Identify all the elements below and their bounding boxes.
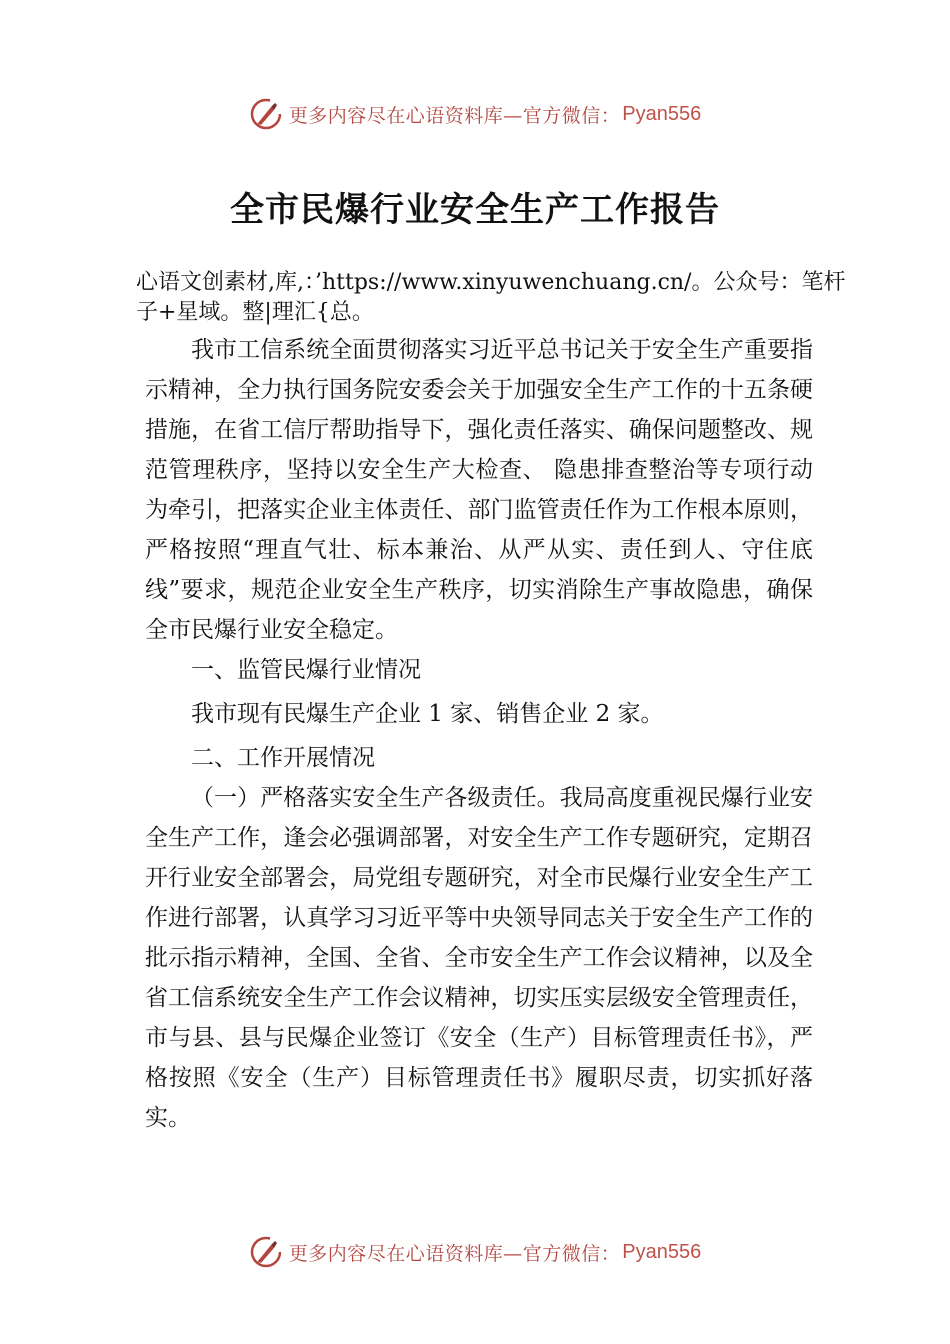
banner-wechat-handle: Pyan556 (622, 102, 702, 125)
brush-pen-logo-icon (249, 1235, 283, 1269)
intro-paragraph: 我市工信系统全面贯彻落实习近平总书记关于安全生产重要指示精神，全力执行国务院安委会关于加强安全生产工作的十五条硬措施，在省工信厅帮助指导下，强化责任落实、确保问题整改、规范管理秩序，坚持以安全生产大检查、 隐患排查整治等专项行动为牵引，把落实企业主体责任、部门监管责任作为工作根本原则，严格按照“理直气壮、标本兼治、从严从实、责任到人、守住底线”要求，规范企业安全生产秩序，切实消除生产事故隐患，确保全市民爆行业安全稳定。 (145, 337, 813, 643)
section-heading-2: 二、工作开展情况 (191, 745, 375, 771)
footer-banner (0, 1230, 950, 1274)
brush-pen-logo-icon (249, 97, 283, 131)
source-line: 心语文创素材,库,：’https://www.xinyuwenchuang.cn/。公众号：笔杆子+星域。整|理汇{总。 (136, 270, 846, 325)
section-1-paragraph: 我市现有民爆生产企业 1 家、销售企业 2 家。 (191, 701, 664, 727)
section-heading-1: 一、监管民爆行业情况 (191, 657, 421, 683)
banner-text: 更多内容尽在心语资料库—官方微信： (288, 1242, 621, 1265)
banner-text: 更多内容尽在心语资料库—官方微信： (288, 104, 621, 127)
document-title: 全市民爆行业安全生产工作报告 (230, 190, 720, 230)
section-2-paragraph-1: （一）严格落实安全生产各级责任。我局高度重视民爆行业安全生产工作，逢会必强调部署，对安全生产工作专题研究，定期召开行业安全部署会，局党组专题研究，对全市民爆行业安全生产工作进行部署，认真学习习近平等中央领导同志关于安全生产工作的批示指示精神，全国、全省、全市安全生产工作会议精神，以及全省工信系统安全生产工作会议精神，切实压实层级安全管理责任，市与县、县与民爆企业签订《安全（生产）目标管理责任书》，严格按照《安全（生产）目标管理责任书》履职尽责，切实抓好落实。 (145, 785, 813, 1131)
document-body (145, 330, 813, 1138)
banner-wechat-handle: Pyan556 (622, 1240, 702, 1263)
header-banner (0, 92, 950, 136)
